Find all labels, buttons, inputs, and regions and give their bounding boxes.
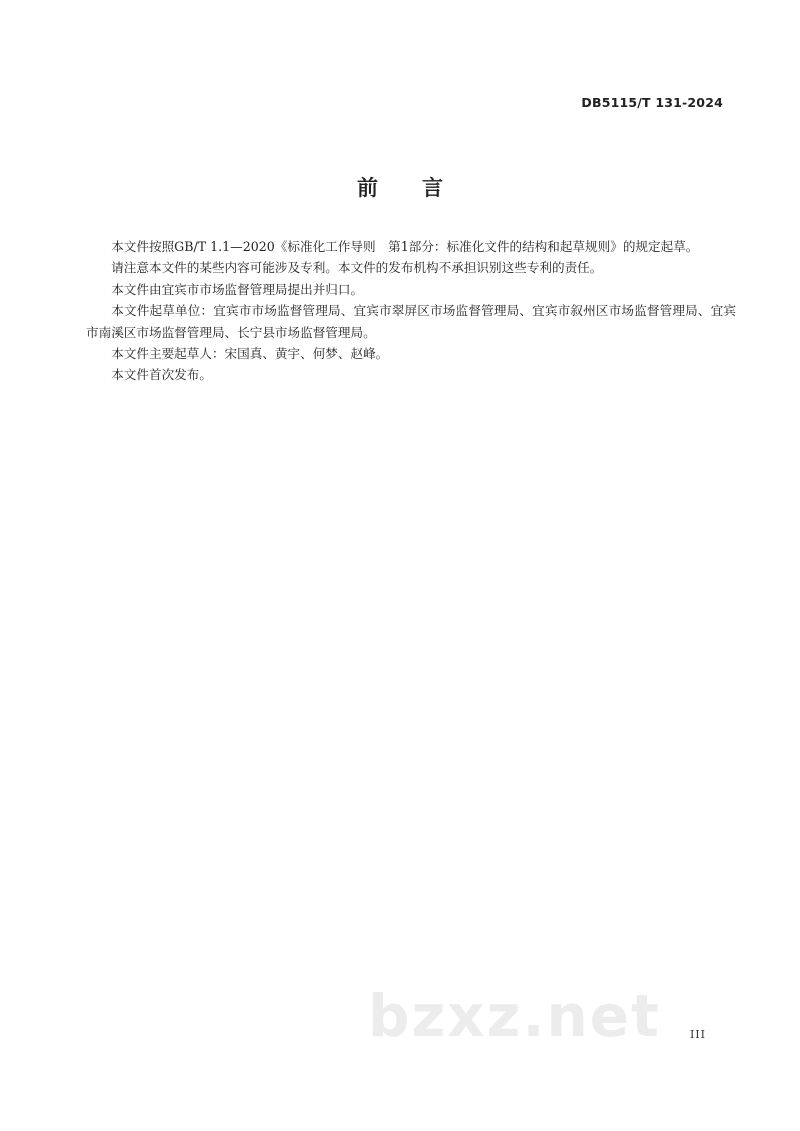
page-number: III bbox=[689, 1028, 706, 1041]
paragraph-drafting-rules: 本文件按照GB/T 1.1—2020《标准化工作导则 第1部分：标准化文件的结构和起草规则》的规定起草。 bbox=[111, 239, 699, 254]
page-title: 前言 bbox=[357, 176, 487, 200]
paragraph-proposer: 本文件由宜宾市市场监督管理局提出并归口。 bbox=[111, 281, 364, 297]
watermark: bzxz.net bbox=[368, 982, 661, 1050]
paragraph-drafters: 本文件主要起草人：宋国真、黄宇、何梦、赵峰。 bbox=[111, 346, 389, 362]
document-code: DB5115/T 131-2024 bbox=[581, 95, 723, 110]
paragraph-first-release: 本文件首次发布。 bbox=[111, 367, 212, 383]
paragraph-patent-notice: 请注意本文件的某些内容可能涉及专利。本文件的发布机构不承担识别这些专利的责任。 bbox=[111, 260, 603, 276]
paragraph-drafting-units: 本文件起草单位：宜宾市市场监督管理局、宜宾市翠屏区市场监督管理局、宜宾市叙州区市场监督管理局、宜宾市南溪区市场监督管理局、长宁县市场监督管理局。 bbox=[86, 303, 736, 340]
foreword-body bbox=[86, 236, 736, 386]
